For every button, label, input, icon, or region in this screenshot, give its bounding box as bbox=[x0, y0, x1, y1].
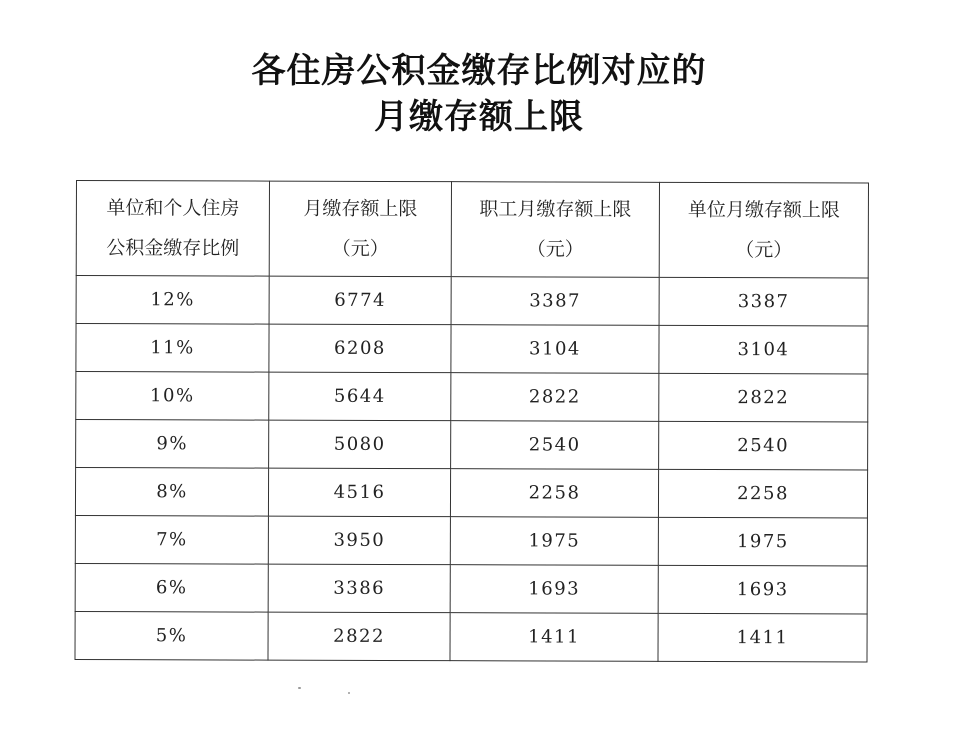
employee-limit-cell: 1411 bbox=[450, 613, 658, 662]
ratio-cell: 8% bbox=[75, 468, 268, 517]
table-row bbox=[75, 563, 867, 613]
header-line: 职工月缴存额上限 bbox=[479, 198, 632, 221]
table-row bbox=[75, 611, 867, 661]
ratio-cell: 7% bbox=[75, 515, 268, 564]
table-row bbox=[76, 324, 868, 374]
employee-limit-cell: 3104 bbox=[451, 325, 659, 374]
header-unit: （元） bbox=[735, 239, 793, 262]
document-title-line-1: 各住房公积金缴存比例对应的 bbox=[251, 51, 707, 91]
ratio-cell: 12% bbox=[76, 276, 269, 325]
monthly-limit-cell: 3950 bbox=[268, 516, 450, 565]
employer-limit-cell: 1411 bbox=[658, 613, 867, 662]
table-row bbox=[76, 372, 868, 422]
ratio-cell: 5% bbox=[75, 611, 268, 660]
employer-limit-cell: 3387 bbox=[659, 277, 868, 326]
contribution-limit-table bbox=[74, 180, 869, 662]
table-row bbox=[75, 515, 867, 565]
table-row bbox=[75, 468, 867, 518]
monthly-limit-cell: 2822 bbox=[268, 612, 450, 661]
header-monthly-limit bbox=[269, 181, 451, 277]
header-line: 单位月缴存额上限 bbox=[687, 198, 840, 222]
employer-limit-cell: 1975 bbox=[658, 517, 867, 566]
header-unit: （元） bbox=[526, 238, 584, 261]
employer-limit-cell: 2258 bbox=[658, 469, 867, 518]
monthly-limit-cell: 4516 bbox=[268, 468, 450, 517]
table-row bbox=[76, 276, 868, 326]
scan-speck bbox=[298, 687, 301, 689]
table-body bbox=[75, 276, 868, 662]
employee-limit-cell: 1975 bbox=[450, 517, 658, 566]
employee-limit-cell: 1693 bbox=[450, 565, 658, 614]
employer-limit-cell: 2822 bbox=[659, 373, 868, 422]
document-title-line-2: 月缴存额上限 bbox=[374, 97, 584, 137]
employee-limit-cell: 2540 bbox=[451, 421, 659, 470]
scan-speck bbox=[348, 692, 350, 694]
header-line: 单位和个人住房 bbox=[106, 197, 240, 220]
monthly-limit-cell: 5080 bbox=[269, 420, 451, 469]
employer-limit-cell: 3104 bbox=[659, 325, 868, 374]
header-employer-limit bbox=[659, 182, 868, 278]
header-line: 公积金缴存比例 bbox=[106, 237, 240, 260]
header-contribution-ratio bbox=[76, 181, 269, 277]
employee-limit-cell: 2258 bbox=[450, 469, 658, 518]
monthly-limit-cell: 6774 bbox=[269, 276, 451, 325]
table-header bbox=[76, 181, 868, 278]
ratio-cell: 9% bbox=[76, 420, 269, 469]
employee-limit-cell: 2822 bbox=[451, 373, 659, 422]
ratio-cell: 10% bbox=[76, 372, 269, 421]
header-employee-limit bbox=[451, 182, 659, 278]
header-row bbox=[76, 181, 868, 278]
employer-limit-cell: 2540 bbox=[659, 421, 868, 470]
ratio-cell: 6% bbox=[75, 563, 268, 612]
employer-limit-cell: 1693 bbox=[658, 565, 867, 614]
header-line: 月缴存额上限 bbox=[303, 197, 418, 221]
monthly-limit-cell: 5644 bbox=[269, 372, 451, 421]
header-unit: （元） bbox=[331, 237, 389, 260]
table-row bbox=[76, 420, 868, 470]
monthly-limit-cell: 6208 bbox=[269, 324, 451, 373]
ratio-cell: 11% bbox=[76, 324, 269, 373]
employee-limit-cell: 3387 bbox=[451, 277, 659, 326]
monthly-limit-cell: 3386 bbox=[268, 564, 450, 613]
